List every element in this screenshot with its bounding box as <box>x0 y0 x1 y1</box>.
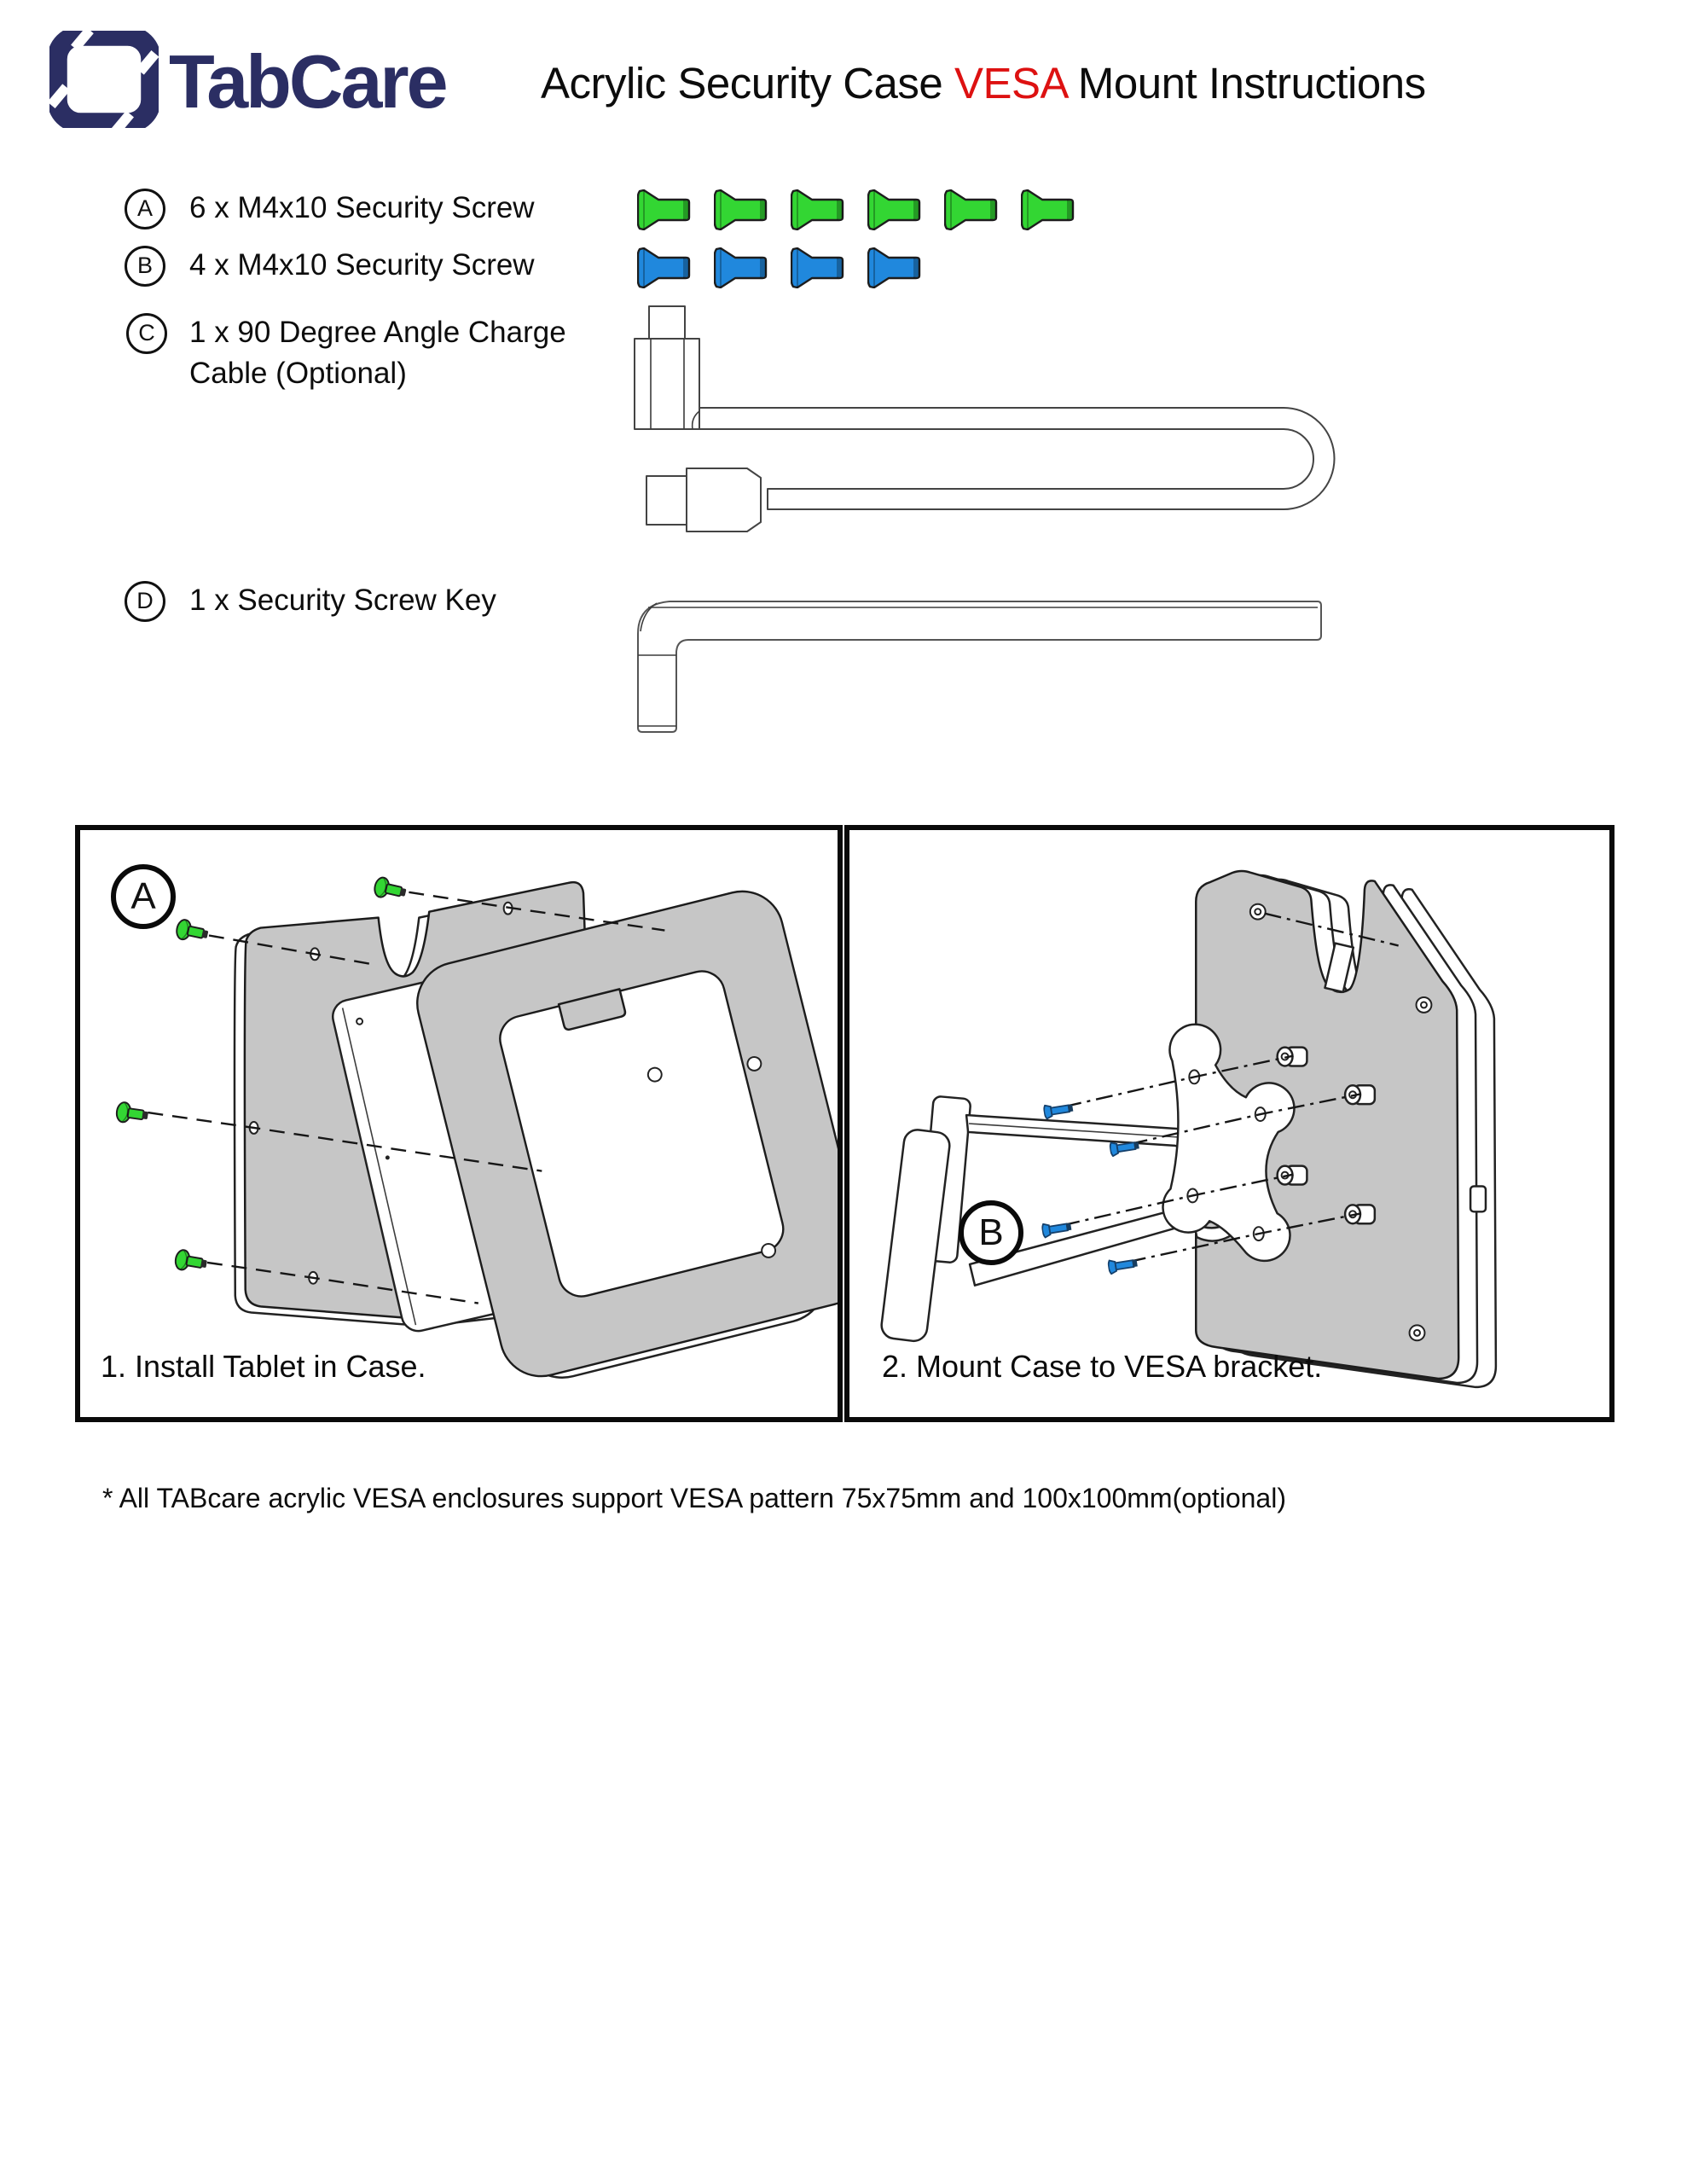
part-label-d: 1 x Security Screw Key <box>189 584 496 617</box>
page-title <box>541 58 1426 108</box>
charge-cable-diagram <box>375 290 1348 546</box>
security-screw-icon <box>867 247 922 288</box>
part-label-a: 6 x M4x10 Security Screw <box>189 191 535 224</box>
security-screw-icon <box>791 189 845 230</box>
security-screw-icon <box>637 247 692 288</box>
security-screw-icon <box>714 189 768 230</box>
step2-caption: 2. Mount Case to VESA bracket. <box>882 1349 1323 1384</box>
vesa-pattern-footnote: * All TABcare acrylic VESA enclosures support VESA pattern 75x75mm and 100x100mm(optional) <box>102 1483 1286 1513</box>
step2-diagram <box>849 830 1609 1417</box>
part-badge-b: B <box>125 246 165 287</box>
step1-badge: A <box>111 864 176 929</box>
part-badge-a: A <box>125 189 165 229</box>
part-label-c-line1: 1 x 90 Degree Angle Charge <box>189 316 566 349</box>
step1-panel <box>75 825 843 1422</box>
allen-key-diagram <box>631 567 1339 755</box>
part-label-b: 4 x M4x10 Security Screw <box>189 248 535 282</box>
security-screw-icon <box>944 189 999 230</box>
step1-caption: 1. Install Tablet in Case. <box>101 1349 426 1384</box>
security-screw-icon <box>1021 189 1075 230</box>
step1-diagram <box>80 830 838 1417</box>
title-prefix: Acrylic Security Case <box>541 59 954 107</box>
title-highlight: VESA <box>954 59 1067 107</box>
step2-badge: B <box>959 1200 1023 1265</box>
step2-panel <box>844 825 1615 1422</box>
security-screw-icon <box>714 247 768 288</box>
part-badge-c: C <box>126 313 167 354</box>
security-screw-icon <box>637 189 692 230</box>
part-label-c-line2: Cable (Optional) <box>189 357 407 390</box>
brand-name: TabCare <box>169 39 446 124</box>
screw-icons-a <box>637 189 1075 230</box>
tabcare-logo-icon <box>49 31 159 128</box>
security-screw-icon <box>791 247 845 288</box>
security-screw-icon <box>867 189 922 230</box>
screw-icons-b <box>637 247 922 288</box>
title-suffix: Mount Instructions <box>1066 59 1426 107</box>
part-badge-d: D <box>125 581 165 622</box>
